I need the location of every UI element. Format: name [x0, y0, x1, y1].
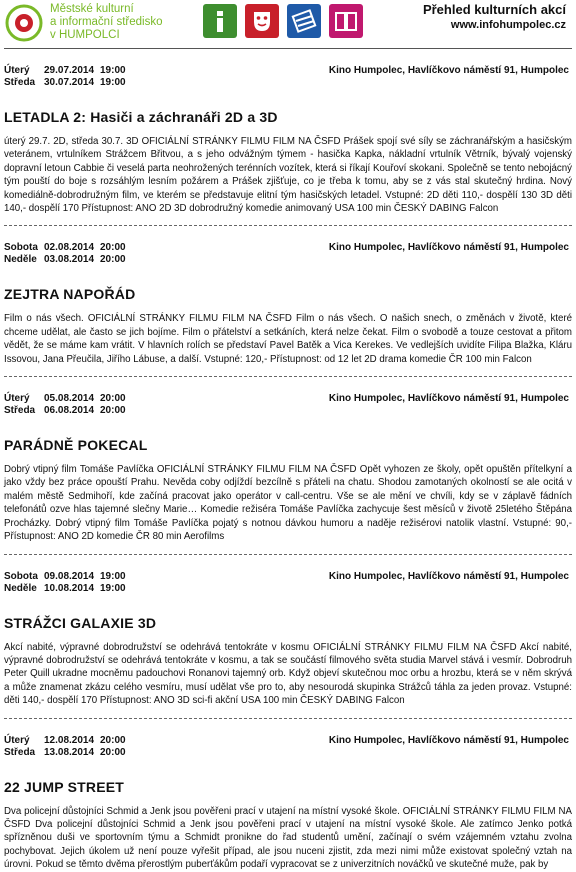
page-title: Přehled kulturních akcí — [422, 2, 566, 17]
event-schedule — [4, 65, 572, 95]
event-date: 13.08.2014 — [44, 746, 95, 758]
event-date: 29.07.2014 — [44, 65, 95, 76]
event-description: Film o nás všech. OFICIÁLNÍ STRÁNKY FILMU FILM NA ČSFD Film o nás všech. O našich snech, o změnách v životě, které chceme udělat, ale často se jich bojíme. Film o přátelství a setkáních, která nelze čekat. Film o svobodě a touze cestovat a přitom vědět, že se máme kam vrátit. V hlavních rolích se představí Pavel Batěk a Vica Kerekes. Ve vedlejších uvidíte Filipa Blažka, Kláru Issovou, Jana Přeučila, Jiřího Lábuse, a další. Vstupné: 120,- Přístupnost: od 12 let 2D drama komedie ČR 100 min Falcon — [4, 313, 572, 365]
event-time: 20:00 — [100, 393, 126, 405]
event-day: Úterý — [4, 734, 30, 746]
event-schedule — [4, 735, 572, 765]
info-icon[interactable] — [203, 4, 237, 38]
event-venue: Kino Humpolec, Havlíčkovo náměstí 91, Humpolec — [328, 734, 569, 746]
event-title[interactable]: PARÁDNĚ POKECAL — [4, 437, 148, 454]
org-line-3: v HUMPOLCI — [50, 29, 120, 41]
header-right — [423, 2, 566, 32]
event-item — [0, 65, 576, 215]
event-divider — [4, 554, 572, 555]
page-header — [0, 0, 576, 48]
event-day: Úterý — [4, 65, 30, 76]
event-day: Neděle — [4, 254, 37, 266]
event-date: 30.07.2014 — [44, 77, 95, 88]
org-line-2: a informační středisko — [50, 16, 163, 28]
event-venue: Kino Humpolec, Havlíčkovo náměstí 91, Humpolec — [328, 393, 569, 405]
event-description: úterý 29.7. 2D, středa 30.7. 3D OFICIÁLNÍ STRÁNKY FILMU FILM NA ČSFD Prášek spojí své síly se záchranářským a hasičským veteránem, vrtulníkem Strážcem Břitvou, a s jeho odvážným týmem - hasička Kapka, nákladní vrtulník Větrník, bývalý vojenský dopravní letoun Cabbie či veselá parta neohrožených terénních vozítek, která si říkají Kouřoví skokani. Společně se tento nebojácný tým pouští do boje s rozsáhlým lesním požárem a Prášek zjišťuje, co je třeba k tomu, aby se z vás stal skutečný hrdina. Nový komediálně-dobrodružným film, ve kterém se představuje elitní tým hasičských letadel. Vstupné: 2D děti 110,- dospělí 130 3D děti 140,- dospělí 170 Přístupnost: ANO 2D 3D dobrodružný komedie animovaný USA 100 min ČESKÝ DABING Falcon — [4, 136, 572, 215]
event-item — [0, 242, 576, 366]
event-date: 05.08.2014 — [44, 393, 95, 405]
event-date: 03.08.2014 — [44, 254, 95, 266]
organization-name — [50, 3, 163, 42]
event-venue: Kino Humpolec, Havlíčkovo náměstí 91, Humpolec — [328, 570, 569, 582]
event-venue: Kino Humpolec, Havlíčkovo náměstí 91, Humpolec — [328, 65, 569, 76]
event-venue: Kino Humpolec, Havlíčkovo náměstí 91, Humpolec — [328, 242, 569, 254]
event-time: 19:00 — [100, 570, 126, 582]
event-description: Dobrý vtipný film Tomáše Pavlíčka OFICIÁLNÍ STRÁNKY FILMU FILM NA ČSFD Opět vyhozen ze školy, opět opuštěn přítelkyní a jako vždy bez práce opouští Prahu. Nevěda coby odjíždí bezcílně s přáteli na chatu. Shodou zamotaných okolností se ale ocitá v malém městě Sedmihoří, kde začíná pracovat jako operátor v call-centru. Vše se ale mění ve chvíli, kdy se v záplavě fádních telefonátů ozve hlas tajemné slečny Marie… Komedie režiséra Tomáše Pavlíčka zachycuje šest měsíců v životě 25letého Štěpána Procházky. Dobrý vtipný film Tomáše Pavlíčka pojatý s notnou dávkou humoru a naděje režisérovi natolik vlastní. Vstupné: 90,- Přístupnost: ANO 2D komedie ČR 80 min Aerofilms — [4, 464, 572, 543]
event-day: Středa — [4, 77, 36, 88]
event-time: 19:00 — [100, 65, 126, 76]
event-schedule — [4, 571, 572, 601]
event-time: 19:00 — [100, 582, 126, 594]
theatre-mask-icon[interactable] — [245, 4, 279, 38]
event-date: 02.08.2014 — [44, 242, 95, 254]
event-time: 19:00 — [100, 77, 126, 88]
event-date: 12.08.2014 — [44, 734, 95, 746]
website-url[interactable]: www.infohumpolec.cz — [450, 19, 566, 31]
event-schedule — [4, 242, 572, 272]
event-date-row — [4, 405, 572, 417]
event-day: Středa — [4, 746, 36, 758]
event-date-row — [4, 747, 572, 759]
event-divider — [4, 225, 572, 226]
event-list — [0, 65, 576, 872]
event-time: 20:00 — [100, 734, 126, 746]
event-title[interactable]: LETADLA 2: Hasiči a záchranáři 2D a 3D — [4, 109, 278, 125]
event-day: Úterý — [4, 393, 30, 405]
event-day: Neděle — [4, 582, 37, 594]
mkis-logo-icon — [5, 4, 43, 42]
event-date-row — [4, 254, 572, 266]
event-day: Středa — [4, 405, 36, 417]
event-time: 20:00 — [100, 242, 126, 254]
event-date-row — [4, 77, 572, 89]
event-day: Sobota — [4, 570, 38, 582]
event-time: 20:00 — [100, 254, 126, 266]
event-day: Sobota — [4, 242, 38, 254]
event-title[interactable]: ZEJTRA NAPOŘÁD — [4, 286, 136, 303]
film-reel-icon[interactable] — [287, 4, 321, 38]
event-item — [0, 735, 576, 872]
event-divider — [4, 718, 572, 719]
event-item — [0, 393, 576, 543]
event-time: 20:00 — [100, 746, 126, 758]
event-date: 09.08.2014 — [44, 570, 95, 582]
event-title[interactable]: STRÁŽCI GALAXIE 3D — [4, 614, 157, 631]
book-icon[interactable] — [329, 4, 363, 38]
event-date-row — [4, 583, 572, 595]
event-date: 10.08.2014 — [44, 582, 95, 594]
event-time: 20:00 — [100, 405, 126, 417]
event-description: Akcí nabité, výpravné dobrodružství se odehrává tentokráte v kosmu OFICIÁLNÍ STRÁNKY FILMU FILM NA ČSFD Akcí nabité, výpravné dobrodružství se odehrává tentokráte v kosmu, a tak se součástí filmového světa studia Marvel stává i vesmír. Dobrodruh Peter Quill ukradne mocněmu padouchovi Ronanovi tajemný orb. Když objeví skutečnou moc orbu a hrozbu, která se v něm skrývá a může znamenat zkázu celého vesmíru, musí udělat vše pro to, aby nesourodá skupinka Strážců táhla za jeden provaz. Vstupné: děti 140,- dospělí 170 Přístupnost: ANO 3D sci-fi akční USA 100 min ČESKÝ DABING Falcon — [4, 641, 572, 707]
event-date: 06.08.2014 — [44, 405, 95, 417]
event-description: Dva policejní důstojníci Schmid a Jenk jsou pověřeni prací v utajení na místní vysoké škole. OFICIÁLNÍ STRÁNKY FILMU FILM NA ČSFD Dva policejní důstojníci Schmid a Jenk jsou pověřeni prací v utajení na místní vysoké škole. Ale zatímco Jenko potká spřízněnou duši ve sportovním týmu a Schmidt pronikne do řad studentů umění, začínají o svém vzájemném vztahu zvolna pochybovat. Jejich úkolem už není pouze vyřešit případ, ale jsou nuceni zjistit, zda mezi nimi může existovat společný vztah na úrovni. Pokud se těmto dvěma přerostlým puberťákům podaří vypracovat se z univerzitních nováčků ve skutečné muže, pak by — [4, 805, 572, 871]
org-line-1: Městské kulturní — [50, 3, 134, 15]
header-divider — [4, 48, 572, 49]
event-divider — [4, 376, 572, 377]
event-schedule — [4, 393, 572, 423]
event-item — [0, 571, 576, 708]
event-title[interactable]: 22 JUMP STREET — [4, 778, 125, 795]
